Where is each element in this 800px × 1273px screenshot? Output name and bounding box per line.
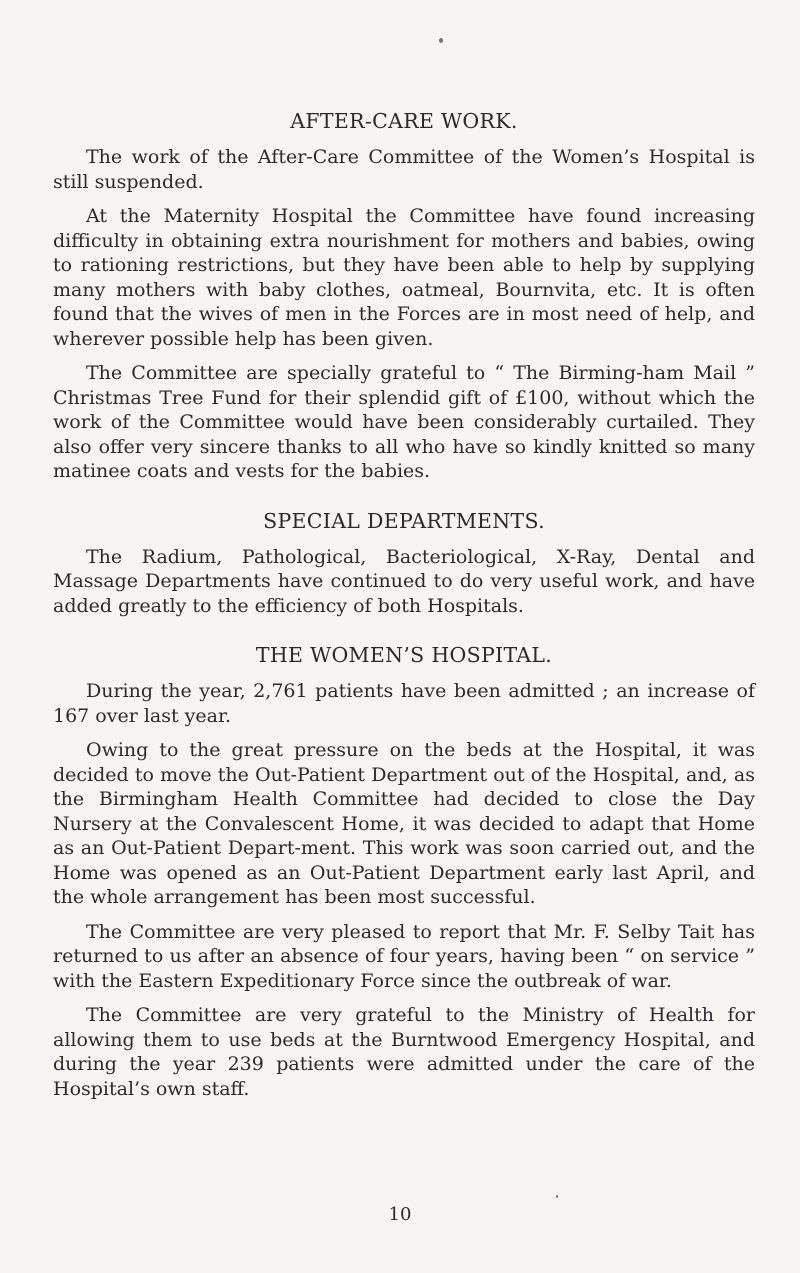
paragraph: The Radium, Pathological, Bacteriological, X-Ray, Dental and Massage Departments have continued to do very useful work, and have added greatly to the efficiency of both Hospitals. xyxy=(53,545,755,617)
paragraph: Owing to the great pressure on the beds at the Hospital, it was decided to move the Out-Patient Department out of the Hospital, and, as the Birmingham Health Committee had decided to close the Day Nursery at the Convalescent Home, it was decided to adapt that Home as an Out-Patient Depart-ment. This work was soon carried out, and the Home was opened as an Out-Patient Department early last April, and the whole arrangement has been most successful. xyxy=(53,739,755,908)
section-after-care xyxy=(53,108,755,484)
paragraph: During the year, 2,761 patients have been admitted ; an increase of 167 over last year. xyxy=(53,680,755,727)
paragraph: The work of the After-Care Committee of the Women’s Hospital is still suspended. xyxy=(53,146,755,193)
paper-speck xyxy=(439,38,443,43)
page-number: 10 xyxy=(388,1204,412,1225)
section-special-departments xyxy=(53,508,755,619)
paragraph: The Committee are specially grateful to “ The Birming-ham Mail ” Christmas Tree Fund for their splendid gift of £100, without which the work of the Committee would have been considerably curtailed. They also offer very sincere thanks to all who have so kindly knitted so many matinee coats and vests for the babies. xyxy=(53,362,755,482)
section-womens-hospital xyxy=(53,642,755,1101)
section-heading: SPECIAL DEPARTMENTS. xyxy=(263,508,545,533)
section-heading: THE WOMEN’S HOSPITAL. xyxy=(255,643,553,667)
section-heading: AFTER-CARE WORK. xyxy=(290,109,518,133)
text-column xyxy=(53,108,755,1101)
paragraph: The Committee are very pleased to report that Mr. F. Selby Tait has returned to us after an absence of four years, having been “ on service ” with the Eastern Expeditionary Force since the outbreak of war. xyxy=(53,920,755,992)
paragraph: At the Maternity Hospital the Committee have found increasing difficulty in obtaining extra nourishment for mothers and babies, owing to rationing restrictions, but they have been able to help by supplying many mothers with baby clothes, oatmeal, Bournvita, etc. It is often found that the wives of men in the Forces are in most need of help, and wherever possible help has been given. xyxy=(53,205,755,350)
paragraph: The Committee are very grateful to the Ministry of Health for allowing them to use beds at the Burntwood Emergency Hospital, and during the year 239 patients were admitted under the care of the Hospital’s own staff. xyxy=(53,1004,755,1100)
paper-speck xyxy=(556,1195,558,1198)
